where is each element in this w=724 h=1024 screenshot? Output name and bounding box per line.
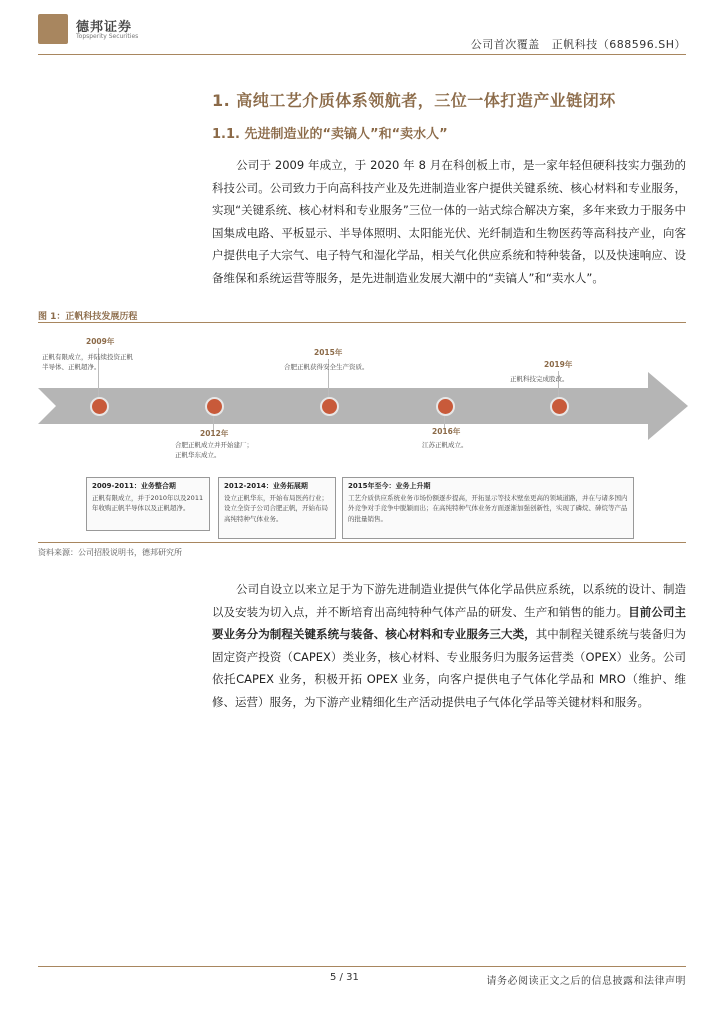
phase-box-2015-now xyxy=(342,477,634,539)
timeline-dot-2012 xyxy=(205,397,224,416)
figure-top-rule xyxy=(38,322,686,323)
phase-title: 2009-2011：业务整合期 xyxy=(92,482,176,490)
phase-box-2009-2011 xyxy=(86,477,210,531)
timeline-dot-2009 xyxy=(90,397,109,416)
milestone-year-2015: 2015年 xyxy=(314,348,343,357)
business-paragraph xyxy=(212,578,686,713)
milestone-event-2009: 正帆有限成立，并陆续投资正帆半导体、正帆超净。 xyxy=(42,353,133,371)
timeline-dot-2016 xyxy=(436,397,455,416)
milestone-year-2019: 2019年 xyxy=(544,360,573,369)
intro-paragraph xyxy=(212,154,686,289)
page-number: 5 / 31 xyxy=(330,972,359,983)
milestone-year-2009: 2009年 xyxy=(86,337,115,346)
company-logo xyxy=(38,14,68,44)
milestone-year-2012: 2012年 xyxy=(200,429,229,438)
header-report-title: 公司首次覆盖 正帆科技（688596.SH） xyxy=(470,38,686,51)
figure-bottom-rule xyxy=(38,542,686,543)
phase-title: 2012-2014：业务拓展期 xyxy=(224,482,308,490)
phase-title: 2015年至今：业务上升期 xyxy=(348,482,431,490)
phase-text: 设立正帆华东，开始布局医药行业；设立全资子公司合肥正帆，开始布局高纯特种气体业务。 xyxy=(224,493,328,523)
figure-source: 资料来源：公司招股说明书，德邦研究所 xyxy=(38,548,182,557)
figure-label: 图 1：正帆科技发展历程 xyxy=(38,312,138,322)
logo-name: 德邦证券 xyxy=(76,20,133,35)
phase-text: 工艺介质供应系统业务市场份额逐步提高，开拓显示等技术壁垒更高的领域道路，并在与诸多国内外竞争对手竞争中脱颖而出；在高纯特种气体业务方面逐渐加强创新性，实现了磷烷、砷烷等产品的批量销售。 xyxy=(348,493,628,523)
phase-text: 正帆有限成立，并于2010年以及2011年收购正帆半导体以及正帆超净。 xyxy=(92,493,204,512)
business-text-bold: 目前公司主要业务分为制程关键系统与装备、核心材料和专业服务三大类， xyxy=(212,604,686,641)
business-text-2: 其中制程关键系统与装备归为固定资产投资（CAPEX）类业务，核心材料、专业服务归为服务运营类（OPEX）业务。公司依托CAPEX 业务，积极开拓 OPEX 业务，向客户提供电子气体化学品和 MRO（维护、维修、运营）服务，为下游产业精细化生产活动提供电子气体化学品等关键材料和服务。 xyxy=(212,627,686,709)
footer-divider xyxy=(38,966,686,967)
milestone-year-2016: 2016年 xyxy=(432,427,461,436)
logo-subtitle: Topsperity Securities xyxy=(76,33,139,40)
subsection-heading: 1.1. 先进制造业的“卖镐人”和“卖水人” xyxy=(212,127,448,142)
milestone-event-2016: 江苏正帆成立。 xyxy=(422,441,468,449)
milestone-event-2019: 正帆科技完成股改。 xyxy=(510,375,569,383)
phase-box-2012-2014 xyxy=(218,477,336,539)
timeline-dot-2015 xyxy=(320,397,339,416)
timeline-dot-2019 xyxy=(550,397,569,416)
intro-text: 公司于 2009 年成立，于 2020 年 8 月在科创板上市，是一家年轻但硬科技实力强劲的科技公司。公司致力于向高科技产业及先进制造业客户提供关键系统、核心材料和专业服务，实现“关键系统、核心材料和专业服务”三位一体的一站式综合解决方案，多年来致力于服务中国集成电路、平板显示、半导体照明、太阳能光伏、光纤制造和生物医药等高科技产业，向客户提供电子大宗气、电子特气和湿化学品，相关气化供应系统和特种装备，以及快速响应、设备维保和系统运营等服务，是先进制造业发展大潮中的“卖镐人”和“卖水人”。 xyxy=(212,158,686,285)
header-divider xyxy=(38,54,686,55)
section-heading: 1. 高纯工艺介质体系领航者，三位一体打造产业链闭环 xyxy=(212,91,616,110)
milestone-event-2012: 合肥正帆成立并开始建厂；正帆华东成立。 xyxy=(175,441,253,459)
milestone-event-2015: 合肥正帆获得安全生产资质。 xyxy=(284,363,369,371)
footer-disclaimer: 请务必阅读正文之后的信息披露和法律声明 xyxy=(486,976,686,987)
business-text-1: 公司自设立以来立足于为下游先进制造业提供气体化学品供应系统，以系统的设计、制造以及安装为切入点，并不断培育出高纯特种气体产品的研发、生产和销售的能力。 xyxy=(212,582,686,619)
